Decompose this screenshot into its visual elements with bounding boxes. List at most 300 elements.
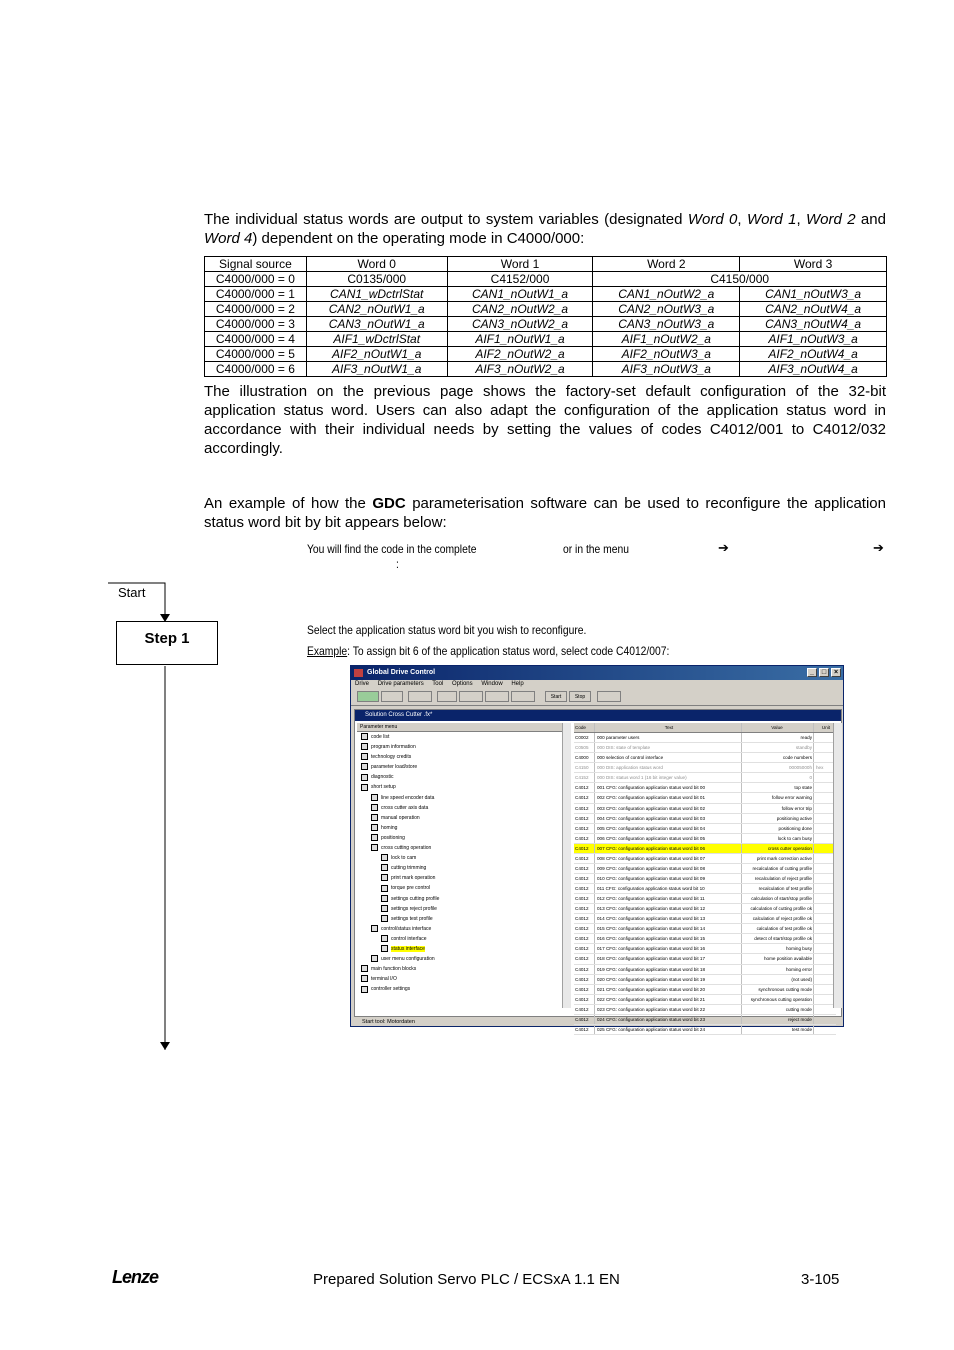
- tree-node[interactable]: [357, 793, 571, 803]
- folder-icon: [371, 955, 378, 962]
- grid-cell-text: 002 CFG: configuration application status word bit 01: [595, 793, 742, 802]
- grid-cell-code: C4012: [574, 854, 595, 863]
- grid-cell-text: 007 CFG: configuration application status word bit 06: [595, 844, 742, 853]
- grid-cell-value: calculation of start/stop profile: [742, 894, 814, 903]
- tree-node[interactable]: [357, 732, 571, 742]
- arrow-right-icon: ➔: [873, 540, 884, 555]
- grid-cell-text: 009 CFG: configuration application status word bit 08: [595, 864, 742, 873]
- intro-text-1: The individual status words are output to system variables (designated: [204, 211, 688, 228]
- table-cell: AIF1_nOutW2_a: [593, 332, 740, 347]
- table-row: [205, 317, 887, 332]
- table-row[interactable]: [574, 874, 836, 884]
- folder-icon: [381, 895, 388, 902]
- grid-cell-text: 025 CFG: configuration application status word bit 24: [595, 1025, 742, 1034]
- tree-node-label: line speed encoder data: [381, 794, 435, 801]
- grid-cell-value: cross cutter operation: [742, 844, 814, 853]
- minimize-icon[interactable]: _: [807, 668, 817, 677]
- grid-cell-value: 00005000h: [742, 763, 814, 772]
- table-row[interactable]: [574, 884, 836, 894]
- tree-node[interactable]: [357, 833, 571, 843]
- grid-cell-value: (not used): [742, 975, 814, 984]
- intro-sep: ,: [737, 211, 747, 228]
- toolbar-param-icon[interactable]: [408, 691, 432, 702]
- tree-node-label: diagnostic: [371, 774, 394, 781]
- table-cell: CAN2_nOutW3_a: [593, 302, 740, 317]
- table-cell: AIF3_nOutW1_a: [306, 362, 447, 377]
- tree-node[interactable]: [357, 883, 571, 893]
- table-header-row: [205, 257, 887, 272]
- grid-cell-text: 023 CFG: configuration application status word bit 22: [595, 1005, 742, 1014]
- table-header: Word 1: [447, 257, 593, 272]
- arrow-right-icon: ➔: [718, 540, 729, 555]
- grid-cell-value: detect of start/stop profile ok: [742, 934, 814, 943]
- grid-cell-value: calculation of reject profile ok: [742, 914, 814, 923]
- grid-cell-code: C0002: [574, 733, 595, 742]
- app-icon: [354, 669, 363, 677]
- grid-cell-text: 000 parameter users: [595, 733, 742, 742]
- tree-node-label: user menu configuration: [381, 956, 435, 963]
- tree-node-label: manual operation: [381, 814, 420, 821]
- toolbar-f1-icon[interactable]: [459, 691, 483, 702]
- menu-drive-parameters[interactable]: Drive parameters: [377, 681, 424, 687]
- grid-cell-value: recalculation of cutting profile: [742, 864, 814, 873]
- tree-node[interactable]: [357, 752, 571, 762]
- menu-window[interactable]: Window: [481, 681, 503, 687]
- table-cell: CAN1_nOutW3_a: [740, 287, 887, 302]
- tree-node[interactable]: [357, 924, 571, 934]
- table-row[interactable]: [574, 894, 836, 904]
- menu-options[interactable]: Options: [451, 681, 473, 687]
- grid-header-value[interactable]: Value: [742, 723, 814, 732]
- lenze-logo: Lenze: [112, 1267, 159, 1287]
- note-code-list: You will find the code in the complete: [307, 542, 477, 556]
- folder-icon: [381, 885, 388, 892]
- grid-cell-text: 012 CFG: configuration application status word bit 11: [595, 894, 742, 903]
- tree-node[interactable]: [357, 843, 571, 853]
- tree-node-label: parameter load/store: [371, 764, 418, 771]
- grid-cell-text: 006 CFG: configuration application status word bit 05: [595, 834, 742, 843]
- tree-node[interactable]: [357, 782, 571, 792]
- grid-cell-text: 000 DIS: state of template: [595, 743, 742, 752]
- table-cell: C4000/000 = 2: [205, 302, 307, 317]
- page-number: 3-105: [801, 1271, 840, 1288]
- table-row[interactable]: [574, 824, 836, 834]
- table-cell: AIF1_wDctrlStat: [306, 332, 447, 347]
- folder-icon: [381, 854, 388, 861]
- tree-node-label: short setup: [371, 784, 396, 791]
- table-row[interactable]: [574, 783, 836, 793]
- grid-cell-value: positioning done: [742, 824, 814, 833]
- tree-node-label: control/status interface: [381, 925, 432, 932]
- step1-label: Step 1: [144, 630, 190, 647]
- grid-cell-code: C4012: [574, 1015, 595, 1024]
- table-row[interactable]: [574, 904, 836, 914]
- config-paragraph: The illustration on the previous page shows the factory-set default configuration of the 32-bit application status word. Users can also adapt the configuration of the application status word in accordance with their individual needs by setting the values of codes C4012/001 to C4012/032 accordingly.: [204, 383, 886, 457]
- tree-node[interactable]: [357, 823, 571, 833]
- intro-and: and: [855, 211, 886, 228]
- grid-cell-unit: hex: [816, 765, 824, 771]
- tree-node-label: settings reject profile: [391, 905, 437, 912]
- grid-header-text[interactable]: Text: [595, 723, 742, 732]
- folder-icon: [361, 965, 368, 972]
- table-row[interactable]: [574, 733, 836, 743]
- table-header: Word 3: [740, 257, 887, 272]
- grid-cell-code: C4012: [574, 884, 595, 893]
- tree-scrollbar[interactable]: [562, 723, 571, 1008]
- close-icon[interactable]: ×: [831, 668, 841, 677]
- grid-cell-code: C4012: [574, 804, 595, 813]
- grid-cell-text: 004 CFG: configuration application status word bit 03: [595, 814, 742, 823]
- grid-cell-value: standby: [742, 743, 814, 752]
- grid-cell-text: 014 CFG: configuration application status word bit 13: [595, 914, 742, 923]
- table-cell: AIF3_nOutW2_a: [447, 362, 593, 377]
- table-row[interactable]: [574, 975, 836, 985]
- code-grid: [574, 723, 836, 1032]
- grid-header-unit[interactable]: Unit: [821, 725, 831, 730]
- table-row[interactable]: [574, 1005, 836, 1015]
- table-row[interactable]: [574, 934, 836, 944]
- intro-text-2: ) dependent on the operating mode in C4000/000:: [252, 230, 585, 247]
- table-row: [205, 272, 887, 287]
- grid-cell-value: test mode: [742, 1025, 814, 1034]
- table-cell: AIF2_nOutW3_a: [593, 347, 740, 362]
- tree-node[interactable]: [357, 974, 571, 984]
- grid-header-code[interactable]: Code: [574, 723, 595, 732]
- table-row[interactable]: [574, 834, 836, 844]
- table-row[interactable]: [574, 793, 836, 803]
- intro-sep: ,: [796, 211, 807, 228]
- table-row: [205, 347, 887, 362]
- table-cell: C4152/000: [447, 272, 593, 287]
- table-row[interactable]: [574, 944, 836, 954]
- tree-node[interactable]: [357, 934, 571, 944]
- table-row[interactable]: [574, 995, 836, 1005]
- grid-cell-code: C4012: [574, 834, 595, 843]
- tree-node[interactable]: [357, 954, 571, 964]
- grid-cell-text: 005 CFG: configuration application status word bit 04: [595, 824, 742, 833]
- tree-node[interactable]: [357, 742, 571, 752]
- menu-help[interactable]: Help: [511, 681, 524, 687]
- tree-node-label: lock to cam: [391, 855, 417, 862]
- tree-node-label: status interface: [391, 945, 425, 952]
- toolbar-display-icon[interactable]: [597, 691, 621, 702]
- tree-header: Parameter menu: [357, 723, 571, 732]
- stop-button[interactable]: Stop: [569, 691, 591, 702]
- grid-cell-code: C4012: [574, 995, 595, 1004]
- folder-icon: [381, 945, 388, 952]
- table-row: [205, 302, 887, 317]
- table-cell: CAN2_nOutW2_a: [447, 302, 593, 317]
- folder-icon: [371, 804, 378, 811]
- tree-node[interactable]: [357, 964, 571, 974]
- folder-icon: [361, 774, 368, 781]
- grid-cell-value: print mark correction active: [742, 854, 814, 863]
- tree-node[interactable]: [357, 873, 571, 883]
- grid-cell-value: synchronous cutting mode: [742, 985, 814, 994]
- folder-icon: [371, 794, 378, 801]
- tree-node-label: controller settings: [371, 986, 411, 993]
- grid-cell-text: 015 CFG: configuration application status word bit 14: [595, 924, 742, 933]
- table-cell: AIF2_nOutW4_a: [740, 347, 887, 362]
- grid-cell-code: C0505: [574, 743, 595, 752]
- grid-cell-value: homing error: [742, 965, 814, 974]
- tree-node-label: settings test profile: [391, 915, 433, 922]
- tree-node[interactable]: [357, 803, 571, 813]
- folder-icon: [361, 743, 368, 750]
- flow-start-label: Start: [118, 585, 146, 600]
- grid-cell-text: 000 selection of control interface: [595, 753, 742, 762]
- table-row[interactable]: [574, 814, 836, 824]
- grid-cell-code: C4012: [574, 1005, 595, 1014]
- grid-cell-text: 017 CFG: configuration application status word bit 16: [595, 944, 742, 953]
- footer-doc-title: Prepared Solution Servo PLC / ECSxA 1.1 EN: [313, 1271, 620, 1288]
- grid-cell-value: follow error warning: [742, 793, 814, 802]
- table-cell: C4000/000 = 0: [205, 272, 307, 287]
- tree-node-label: technology credits: [371, 754, 412, 761]
- grid-cell-value: reject mode: [742, 1015, 814, 1024]
- table-row[interactable]: [574, 954, 836, 964]
- tree-node[interactable]: [357, 904, 571, 914]
- tree-node[interactable]: [357, 984, 571, 994]
- folder-icon: [371, 925, 378, 932]
- table-row[interactable]: [574, 773, 836, 783]
- tree-node-label: program information: [371, 744, 416, 751]
- folder-icon: [361, 975, 368, 982]
- grid-cell-text: 024 CFG: configuration application status word bit 23: [595, 1015, 742, 1024]
- grid-cell-value: code numbers: [742, 753, 814, 762]
- table-row[interactable]: [574, 854, 836, 864]
- grid-cell-code: C4012: [574, 864, 595, 873]
- word4-term: Word 4: [204, 230, 253, 247]
- start-button[interactable]: Start: [545, 691, 567, 702]
- grid-cell-value: recalculation of reject profile: [742, 874, 814, 883]
- intro-paragraph: [204, 210, 886, 248]
- grid-cell-code: C4012: [574, 783, 595, 792]
- grid-cell-code: C4012: [574, 914, 595, 923]
- tree-node-label: positioning: [381, 834, 405, 841]
- table-row[interactable]: [574, 924, 836, 934]
- grid-cell-code: C4012: [574, 894, 595, 903]
- grid-cell-code: C4012: [574, 1025, 595, 1034]
- folder-icon: [371, 814, 378, 821]
- folder-icon: [361, 986, 368, 993]
- word1-term: Word 1: [746, 211, 797, 228]
- table-header: Word 0: [306, 257, 447, 272]
- tree-node-label: main function blocks: [371, 966, 417, 973]
- tree-node-label: cutting trimming: [391, 865, 427, 872]
- tree-node[interactable]: [357, 914, 571, 924]
- table-header: Signal source: [205, 257, 307, 272]
- table-cell: CAN1_nOutW1_a: [447, 287, 593, 302]
- toolbar-online-icon[interactable]: [381, 691, 403, 702]
- gdc-titlebar: [351, 666, 843, 680]
- table-cell: C4000/000 = 3: [205, 317, 307, 332]
- tree-node-label: print mark operation: [391, 875, 436, 882]
- table-row: [205, 332, 887, 347]
- folder-icon: [381, 935, 388, 942]
- table-cell: C0135/000: [306, 272, 447, 287]
- step1-example: [307, 644, 669, 658]
- tree-node-label: code list: [371, 734, 390, 740]
- grid-scrollbar[interactable]: [833, 723, 842, 1008]
- table-row[interactable]: [574, 864, 836, 874]
- grid-cell-value: top state: [742, 783, 814, 792]
- tree-node[interactable]: [357, 772, 571, 782]
- step1-instruction: Select the application status word bit you wish to reconfigure.: [307, 623, 587, 637]
- grid-cell-value: ready: [742, 733, 814, 742]
- toolbar-f3-icon[interactable]: [511, 691, 535, 702]
- grid-cell-code: C4012: [574, 874, 595, 883]
- grid-cell-text: 018 CFG: configuration application status word bit 17: [595, 954, 742, 963]
- table-row: [205, 287, 887, 302]
- grid-cell-value: homing busy: [742, 944, 814, 953]
- folder-icon: [381, 864, 388, 871]
- tree-node[interactable]: [357, 853, 571, 863]
- table-row[interactable]: [574, 844, 836, 854]
- parameter-menu-tree: [357, 723, 571, 1008]
- grid-cell-code: C4012: [574, 975, 595, 984]
- folder-icon: [371, 834, 378, 841]
- toolbar-f2-icon[interactable]: [485, 691, 509, 702]
- folder-icon: [371, 844, 378, 851]
- tree-node[interactable]: [357, 762, 571, 772]
- table-row[interactable]: [574, 965, 836, 975]
- tree-node[interactable]: [357, 863, 571, 873]
- grid-cell-text: 000 DIS: application status word: [595, 763, 742, 772]
- table-cell: CAN2_nOutW1_a: [306, 302, 447, 317]
- tree-node-label: cross cutter axis data: [381, 804, 429, 811]
- grid-cell-text: 010 CFG: configuration application status word bit 09: [595, 874, 742, 883]
- word2-term: Word 2: [806, 211, 856, 228]
- tree-node[interactable]: [357, 813, 571, 823]
- tree-node-label: homing: [381, 824, 398, 831]
- grid-cell-code: C4012: [574, 954, 595, 963]
- gdc-statusbar: Start tool: Motordaten: [362, 1019, 415, 1025]
- gdc-menubar: [351, 680, 843, 689]
- grid-cell-value: recalculation of test profile: [742, 884, 814, 893]
- table-header: Word 2: [593, 257, 740, 272]
- tree-node-label: cross cutting operation: [381, 845, 432, 852]
- menu-drive[interactable]: Drive: [355, 681, 370, 687]
- grid-cell-code: C4012: [574, 844, 595, 853]
- grid-cell-code: C4000: [574, 753, 595, 762]
- folder-icon: [371, 824, 378, 831]
- note-colon: :: [396, 557, 399, 571]
- table-cell: C4000/000 = 5: [205, 347, 307, 362]
- folder-icon: [361, 784, 368, 791]
- note-menu: or in the menu: [563, 542, 629, 556]
- table-row: [205, 362, 887, 377]
- maximize-icon[interactable]: □: [819, 668, 829, 677]
- toolbar-tool-icon[interactable]: [437, 691, 457, 702]
- grid-cell-value: cutting mode: [742, 1005, 814, 1014]
- gdc-toolbar: [351, 689, 843, 706]
- grid-cell-value: lock to cam busy: [742, 834, 814, 843]
- folder-icon: [361, 763, 368, 770]
- step1-box: [116, 621, 218, 665]
- grid-cell-text: 001 CFG: configuration application status word bit 00: [595, 783, 742, 792]
- folder-icon: [361, 733, 368, 740]
- grid-cell-value: calculation of cutting profile ok: [742, 904, 814, 913]
- table-cell: CAN3_nOutW1_a: [306, 317, 447, 332]
- grid-cell-text: 011 CFG: configuration application status word bit 10: [595, 884, 742, 893]
- menu-tool[interactable]: Tool: [432, 681, 444, 687]
- grid-cell-code: C4012: [574, 814, 595, 823]
- grid-cell-text: 003 CFG: configuration application status word bit 02: [595, 804, 742, 813]
- table-cell: CAN3_nOutW2_a: [447, 317, 593, 332]
- grid-cell-text: 020 CFG: configuration application status word bit 19: [595, 975, 742, 984]
- gdc-title: Global Drive Control: [367, 669, 436, 676]
- folder-icon: [381, 905, 388, 912]
- example-label: Example: [307, 644, 348, 658]
- table-cell: CAN2_nOutW4_a: [740, 302, 887, 317]
- grid-cell-code: C4012: [574, 793, 595, 802]
- gdc-term: GDC: [372, 495, 406, 512]
- folder-icon: [381, 874, 388, 881]
- table-cell: AIF3_nOutW4_a: [740, 362, 887, 377]
- table-row[interactable]: [574, 743, 836, 753]
- example-text: : To assign bit 6 of the application status word, select code C4012/007:: [347, 644, 670, 658]
- table-cell: AIF3_nOutW3_a: [593, 362, 740, 377]
- grid-cell-code: C4012: [574, 904, 595, 913]
- grid-cell-code: C4012: [574, 965, 595, 974]
- tree-node-label: settings cutting profile: [391, 895, 440, 902]
- grid-cell-value: synchronous cutting operation: [742, 995, 814, 1004]
- grid-cell-text: 008 CFG: configuration application status word bit 07: [595, 854, 742, 863]
- folder-icon: [361, 753, 368, 760]
- tree-node-label: terminal I/O: [371, 976, 397, 983]
- table-row[interactable]: [574, 914, 836, 924]
- grid-cell-value: follow error trip: [742, 804, 814, 813]
- grid-cell-code: C4150: [574, 763, 595, 772]
- tree-node[interactable]: [357, 894, 571, 904]
- table-row[interactable]: [574, 804, 836, 814]
- grid-cell-code: C4012: [574, 934, 595, 943]
- grid-cell-value: positioning active: [742, 814, 814, 823]
- word0-term: Word 0: [687, 211, 738, 228]
- tree-node[interactable]: [357, 944, 571, 954]
- table-row[interactable]: [574, 753, 836, 763]
- para3-text-b: parameterisation software can be used to reconfigure the application status word bit by bit appears below:: [204, 495, 886, 531]
- table-cell: AIF1_nOutW3_a: [740, 332, 887, 347]
- table-cell: AIF1_nOutW1_a: [447, 332, 593, 347]
- table-cell: C4000/000 = 1: [205, 287, 307, 302]
- grid-cell-text: 016 CFG: configuration application status word bit 15: [595, 934, 742, 943]
- table-cell: CAN1_wDctrlStat: [306, 287, 447, 302]
- table-row[interactable]: [574, 763, 836, 773]
- grid-cell-value: calculation of test profile ok: [742, 924, 814, 933]
- grid-cell-value: 0: [742, 773, 814, 782]
- table-cell: C4150/000: [593, 272, 887, 287]
- toolbar-drive-icon[interactable]: [357, 691, 379, 702]
- grid-cell-text: 021 CFG: configuration application status word bit 20: [595, 985, 742, 994]
- gdc-window: [350, 665, 844, 1032]
- grid-cell-value: home position available: [742, 954, 814, 963]
- table-cell: CAN3_nOutW3_a: [593, 317, 740, 332]
- child-titlebar: [355, 710, 841, 721]
- table-cell: AIF2_nOutW1_a: [306, 347, 447, 362]
- grid-cell-code: C4012: [574, 944, 595, 953]
- table-row[interactable]: [574, 985, 836, 995]
- grid-header-row: [574, 723, 836, 733]
- grid-cell-code: C4152: [574, 773, 595, 782]
- grid-cell-code: C4012: [574, 924, 595, 933]
- gdc-example-paragraph: [204, 494, 886, 532]
- tree-node-label: control interface: [391, 935, 427, 942]
- table-cell: C4000/000 = 6: [205, 362, 307, 377]
- signal-source-table: [204, 256, 887, 377]
- tree-node-label: torque pre control: [391, 885, 431, 892]
